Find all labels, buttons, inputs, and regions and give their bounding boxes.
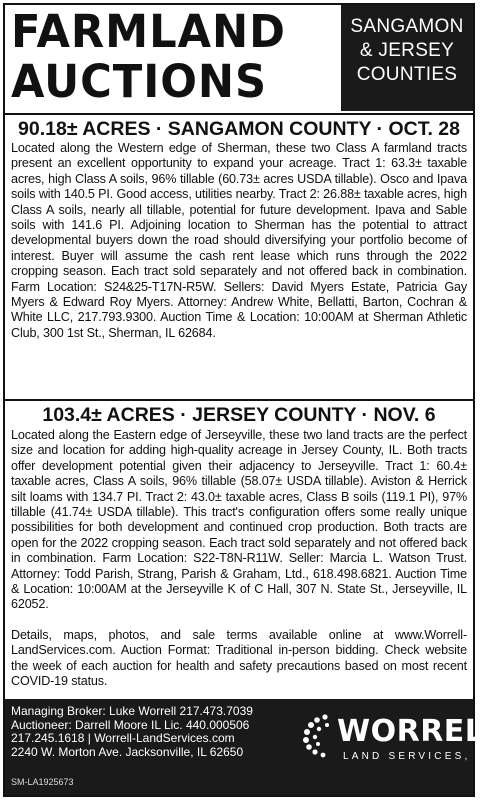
- dotted-circle-icon: [303, 713, 335, 757]
- header: [5, 5, 473, 115]
- brand-line-2: AUCTIONS: [11, 55, 268, 108]
- brand-title: [11, 7, 328, 107]
- details-body: Details, maps, photos, and sale terms available online at www.Worrell-LandServices.com. Auction Format: Traditional in-person bidding. Check website the week of each auction for health and safety precautions based on most recent COVID-19 status.: [11, 628, 467, 689]
- section-1-title: 90.18± ACRES · SANGAMON COUNTY · OCT. 28: [18, 118, 460, 140]
- counties-line-3: COUNTIES: [356, 64, 458, 85]
- counties-line-2: & JERSEY: [359, 40, 455, 61]
- reference-code: SM-LA1925673: [11, 777, 74, 787]
- footer: [5, 699, 504, 795]
- logo-wordmark: WORRELL: [337, 714, 504, 749]
- address-line: 2240 W. Morton Ave. Jacksonville, IL 62650: [11, 744, 244, 759]
- section-2-body: Located along the Eastern edge of Jerseyville, these two land tracts are the perfect size and location for adding high-quality acreage in Jersey County, IL. Both tracts offer development potential given their adjacency to Jerseyville. Tract 1: 60.4± taxable acres, Class A soils, 96% tillable (58.07± USDA tillable). Aviston & Herrick silt loams with 134.7 PI. Tract 2: 43.0± taxable acres, Class B soils (119.1 PI), 97% tillable (41.74± USDA tillable). This tract's configuration offers some really unique possibilities for both development and continued crop production. Both tracts are open for the 2022 cropping season. Each tract sold separately and not offered back in combination. Farm Location: S22-T8N-R11W. Seller: Marcia L. Watson Trust. Attorney: Todd Parish, Strang, Parish & Graham, Ltd., 618.498.6821. Auction Time & Location: 10:00AM at the Jerseyville K of C Hall, 307 N. State St., Jerseyville, IL 62052.: [11, 428, 467, 612]
- auctioneer-line: Auctioneer: Darrell Moore IL Lic. 440.000506: [11, 717, 250, 732]
- phone-web-line: 217.245.1618 | Worrell-LandServices.com: [11, 731, 235, 746]
- worrell-logo: [303, 709, 504, 779]
- counties-box: [341, 5, 473, 111]
- broker-line: Managing Broker: Luke Worrell 217.473.7039: [11, 704, 253, 718]
- section-2-title: 103.4± ACRES · JERSEY COUNTY · NOV. 6: [42, 404, 436, 426]
- divider: [5, 399, 473, 401]
- section-1-body: Located along the Western edge of Sherman, these two Class A farmland tracts present an excellent opportunity to expand your acreage. Tract 1: 63.3± taxable acres, high Class A soils, 96% tillable (60.73± acres USDA tillable). Osco and Ipava soils with 140.5 PI. Good access, utilities nearby. Tract 2: 26.88± taxable acres, high Class A soils, nearly all tillable, potential for future development. Ipava and Sable soils with 141.6 PI. Adjoining location to Sherman has the potential to attract developmental buyers down the road should diversifying your portfolio become of interest. Buyer will assume the cash rent lease which runs through the 2022 cropping season. Each tract sold separately and not offered back in combination. Farm Location: S24&25-T17N-R5W. Sellers: David Myers Estate, Patricia Gay Myers & Edward Roy Myers. Attorney: Andrew White, Bellatti, Barton, Cochran & White LLC, 217.793.9300. Auction Time & Location: 10:00AM at Sherman Athletic Club, 300 1st St., Sherman, IL 62684.: [11, 141, 467, 340]
- ad-page: [3, 3, 504, 797]
- counties-line-1: SANGAMON: [350, 16, 464, 37]
- brand-line-1: FARMLAND: [11, 5, 286, 58]
- contact-block: [11, 705, 253, 759]
- divider: [5, 113, 473, 115]
- logo-subtitle: LAND SERVICES, LLC: [343, 751, 504, 762]
